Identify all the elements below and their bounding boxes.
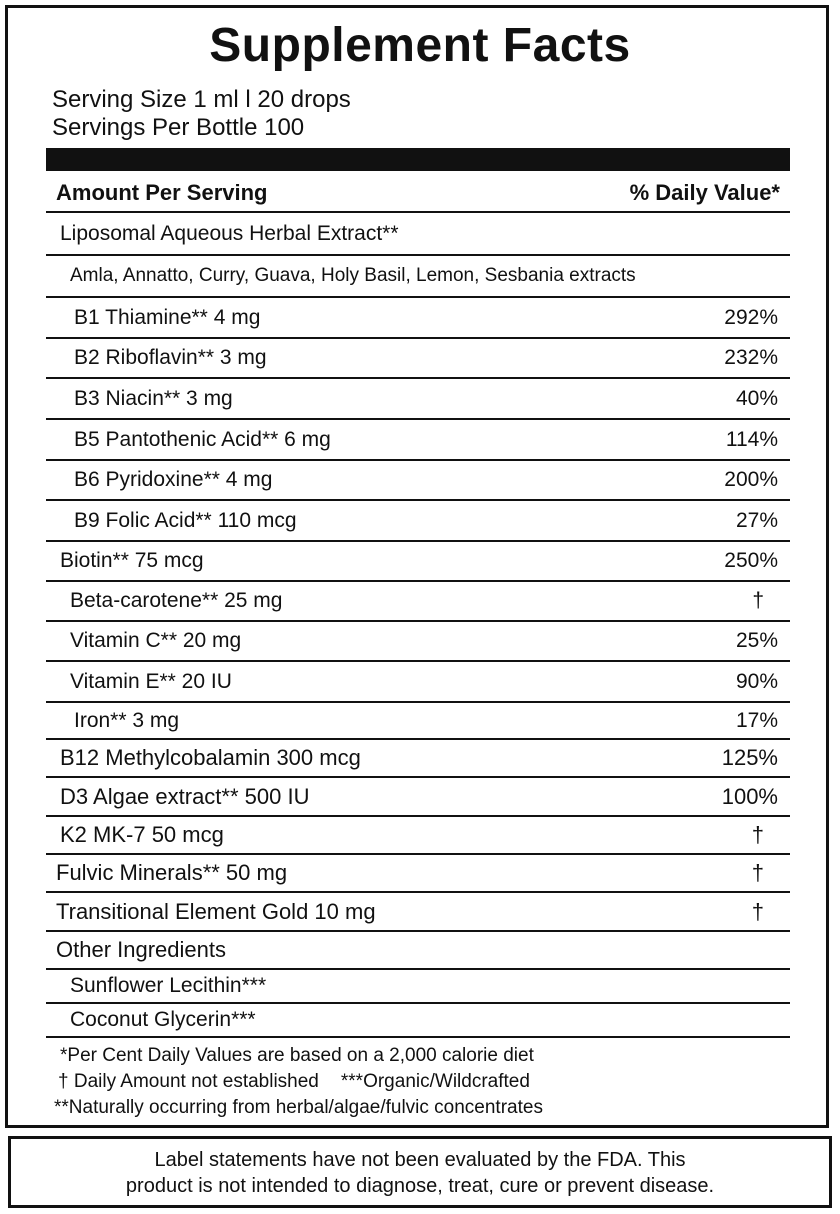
footnote-divider [46,1036,790,1038]
table-row [46,930,790,968]
table-row [46,377,790,418]
row-label: B5 Pantothenic Acid** 6 mg [74,428,331,451]
disclaimer-line-1: Label statements have not been evaluated by the FDA. This [154,1149,686,1171]
row-label: Amla, Annatto, Curry, Guava, Holy Basil, Lemon, Sesbania extracts [70,265,636,286]
row-value: 90% [735,670,778,693]
table-row [46,660,790,701]
row-value: † [752,589,764,612]
row-value: 125% [721,745,778,770]
row-label: Biotin** 75 mcg [60,549,204,572]
table-row [46,776,790,815]
table-row [46,499,790,540]
table-row [46,620,790,660]
row-label: Transitional Element Gold 10 mg [56,899,376,924]
footnote-dagger [58,1069,530,1095]
footnote-organic: ***Organic/Wildcrafted [340,1071,530,1092]
amount-per-serving-header: Amount Per Serving [56,180,268,205]
row-value: 27% [735,509,778,532]
row-label: B2 Riboflavin** 3 mg [74,346,267,369]
row-value: 40% [735,387,778,410]
table-row [46,738,790,776]
row-label: Beta-carotene** 25 mg [70,589,283,612]
row-label: B1 Thiamine** 4 mg [74,306,261,329]
table-row [46,853,790,891]
row-value: 292% [724,306,778,329]
row-value: † [751,899,764,924]
table-row [46,459,790,499]
table-row [46,1002,790,1036]
row-value: † [751,822,764,847]
table-row [46,211,790,254]
daily-value-header: % Daily Value* [629,180,780,205]
row-label: Sunflower Lecithin*** [70,974,267,997]
row-value: † [751,860,764,885]
row-value: 200% [724,468,778,491]
row-value: 17% [735,709,778,732]
row-value: 114% [725,428,778,451]
row-label: Coconut Glycerin*** [70,1008,256,1031]
servings-per-bottle: Servings Per Bottle 100 [52,114,305,141]
row-label: K2 MK-7 50 mcg [60,822,224,847]
row-label: Liposomal Aqueous Herbal Extract** [60,222,399,245]
row-label: B9 Folic Acid** 110 mcg [74,509,297,532]
footnote-daily-values: *Per Cent Daily Values are based on a 2,000 calorie diet [60,1045,534,1066]
row-label: D3 Algae extract** 500 IU [60,784,310,809]
footnote-not-established: † Daily Amount not established [58,1071,319,1092]
disclaimer-line-2: product is not intended to diagnose, treat, cure or prevent disease. [125,1175,715,1197]
table-row [46,254,790,296]
thick-divider [46,148,790,171]
table-row [46,891,790,930]
row-value: 232% [724,346,778,369]
fda-disclaimer-box [8,1136,832,1208]
column-header [56,176,780,210]
row-label: Other Ingredients [56,937,226,962]
table-row [46,418,790,459]
table-row [46,968,790,1002]
row-label: B12 Methylcobalamin 300 mcg [60,745,361,770]
row-label: Vitamin E** 20 IU [70,670,232,693]
table-row [46,701,790,738]
table-row [46,296,790,337]
table-row [46,815,790,853]
row-label: B6 Pyridoxine** 4 mg [74,468,273,491]
row-label: Iron** 3 mg [74,709,180,732]
row-value: 250% [724,549,778,572]
row-label: Vitamin C** 20 mg [70,629,242,652]
row-label: B3 Niacin** 3 mg [74,387,233,410]
table-row [46,337,790,377]
row-value: 100% [721,784,778,809]
table-row [46,540,790,580]
panel-title: Supplement Facts [209,19,631,72]
serving-size: Serving Size 1 ml l 20 drops [52,86,351,113]
footnote-naturally-occurring: **Naturally occurring from herbal/algae/fulvic concentrates [54,1097,543,1118]
row-value: 25% [735,629,778,652]
row-label: Fulvic Minerals** 50 mg [56,860,288,885]
table-row [46,580,790,620]
